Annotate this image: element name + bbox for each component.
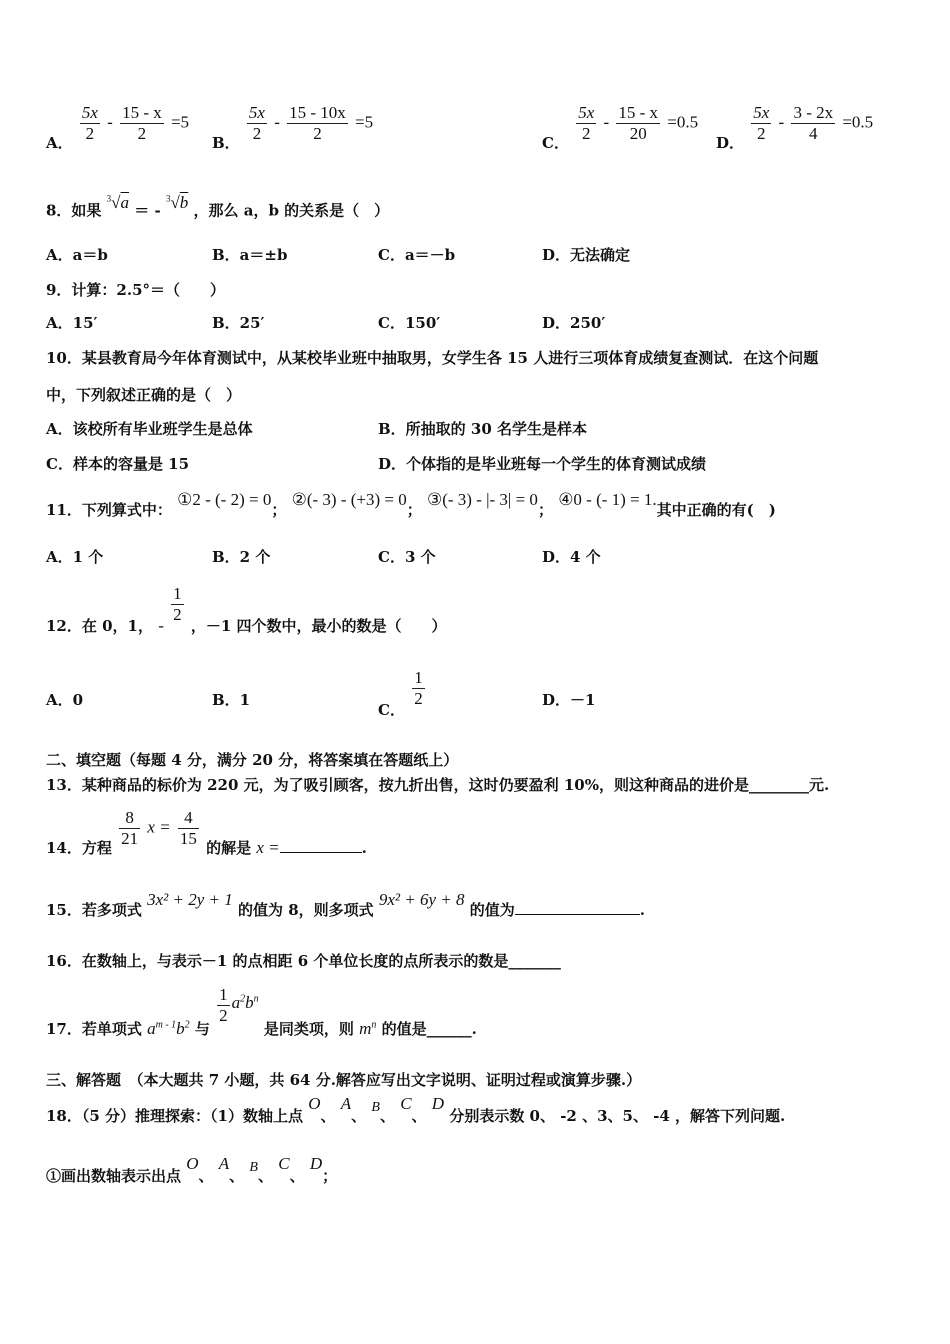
- q15-polynomial-1: 3x² + 2y + 1: [147, 890, 233, 909]
- q12-option-d: D．－1: [542, 691, 596, 709]
- q9-option-b: B．25′: [212, 314, 265, 332]
- section-2-heading: 二、填空题（每题 4 分，满分 20 分，将答案填在答题纸上）: [46, 751, 459, 769]
- q11-option-c: C．3 个: [378, 548, 436, 566]
- q11-option-d: D．4 个: [542, 548, 601, 566]
- q12-option-a: A．0: [46, 691, 84, 709]
- q7-option-d: D． $\frac{5x}{2}$ - $\frac{3 - 2x}{4}$ =0.5: [716, 103, 874, 152]
- q12-stem: 12．在 0，1， - $\frac{1}{2}$ ，－1 四个数中，最小的数是（ ）: [46, 584, 447, 635]
- q11-expr-2: ②(- 3) - (+3) = 0: [291, 490, 407, 509]
- q13-stem: 13．某种商品的标价为 220 元，为了吸引顾客，按九折出售，这时仍要盈利 10%，则这种商品的进价是________元.: [46, 776, 830, 794]
- q8-option-a: A．a＝b: [46, 246, 108, 264]
- q12-option-c: C． $\frac{1}{2}$: [378, 668, 423, 719]
- q18-sub1: ①画出数轴表示出点 O、 A、 B、 C、 D；: [46, 1154, 338, 1185]
- q7-option-b: B． $\frac{5x}{2}$ - $\frac{15 - 10x}{2}$ =5: [212, 103, 374, 152]
- q11-expr-4: ④0 - (- 1) = 1.: [558, 490, 657, 509]
- q15-polynomial-2: 9x² + 6y + 8: [378, 890, 465, 909]
- q11-expr-3: ③(- 3) - |- 3| = 0: [426, 490, 538, 509]
- q11-expr-1: ①2 - (- 2) = 0: [177, 490, 272, 509]
- q16-stem: 16．在数轴上，与表示－1 的点相距 6 个单位长度的点所表示的数是_______: [46, 952, 561, 970]
- q15-stem: 15．若多项式 3x² + 2y + 1 的值为 8，则多项式 9x² + 6y + 8 的值为 .: [46, 890, 646, 919]
- q8-option-b: B．a＝±b: [212, 246, 288, 264]
- q14-stem: 14．方程 $\frac{8}{21}$ x = $\frac{4}{15}$ 的解是 x = .: [46, 808, 367, 857]
- q11-option-b: B．2 个: [212, 548, 271, 566]
- q18-stem: 18．（5 分）推理探索：（1）数轴上点 O、 A、 B、 C、 D 分别表示数 0、 -2 、3、5、 -4 ，解答下列问题.: [46, 1094, 786, 1125]
- q9-stem: 9．计算：2.5°＝（ ）: [46, 281, 226, 299]
- q11-option-a: A．1 个: [46, 548, 104, 566]
- q7-option-a: A． $\frac{5x}{2}$ - $\frac{15 - x}{2}$ =5: [46, 103, 190, 152]
- q10-option-b: B．所抽取的 30 名学生是样本: [378, 420, 587, 438]
- q10-option-c: C．样本的容量是 15: [46, 455, 190, 473]
- q10-option-d: D．个体指的是毕业班每一个学生的体育测试成绩: [378, 455, 707, 473]
- q12-option-b: B．1: [212, 691, 251, 709]
- q10-stem-line1: 10．某县教育局今年体育测试中，从某校毕业班中抽取男，女学生各 15 人进行三项体育成绩复查测试．在这个问题: [46, 349, 819, 367]
- q9-option-c: C．150′: [378, 314, 441, 332]
- q17-stem: 17．若单项式 $a^{m - 1}b^2$ 与 $\frac{1}{2}$ $a^2b^n$ 是同类项，则 $m^n$ 的值是______.: [46, 985, 477, 1038]
- q9-option-a: A．15′: [46, 314, 98, 332]
- q10-stem-line2: 中，下列叙述正确的是（ ）: [46, 386, 242, 404]
- section-3-heading: 三、解答题 （本大题共 7 小题，共 64 分.解答应写出文字说明、证明过程或演算步骤.）: [46, 1071, 642, 1089]
- q10-option-a: A．该校所有毕业班学生是总体: [46, 420, 253, 438]
- q8-option-d: D．无法确定: [542, 246, 631, 264]
- q8-stem: 8．如果 $^3$√a ＝ - $^3$√b ，那么 a，b 的关系是（ ）: [46, 192, 390, 220]
- q9-option-d: D．250′: [542, 314, 606, 332]
- q11-stem: 11．下列算式中： ①2 - (- 2) = 0； ②(- 3) - (+3) = 0； ③(- 3) - |- 3| = 0； ④0 - (- 1) = 1.其中正确的有( ): [46, 490, 776, 519]
- q7-option-c: C． $\frac{5x}{2}$ - $\frac{15 - x}{20}$ =0.5: [542, 103, 699, 152]
- q8-option-c: C．a＝－b: [378, 246, 456, 264]
